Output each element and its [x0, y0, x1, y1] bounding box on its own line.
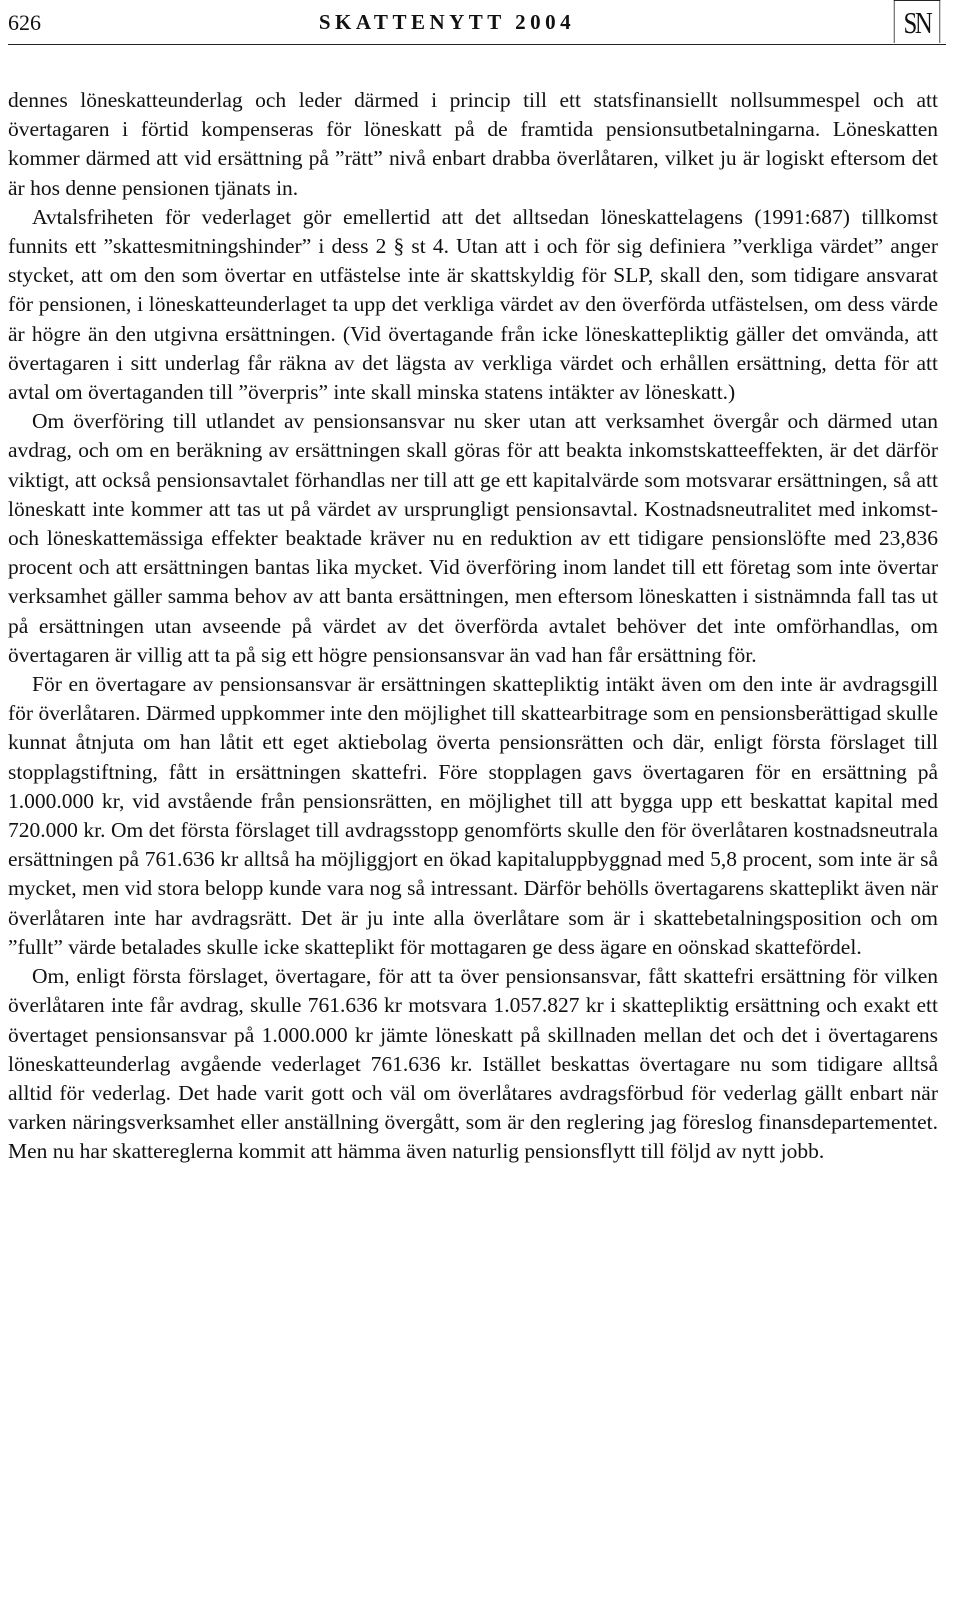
- paragraph-1: dennes löneskatteunderlag och leder därmed i princip till ett statsfinansiellt nollsummespel och att övertagaren i förtid kompenseras för löneskatt på de framtida pensionsutbetalningarna. Löneskatten kommer därmed att vid ersättning på ”rätt” nivå enbart drabba överlåtaren, vilket ju är logiskt eftersom det är hos denne pensionen tjänats in.: [8, 88, 938, 200]
- paragraph-2: Avtalsfriheten för vederlaget gör emellertid att det alltsedan löneskattelagens (1991:687) tillkomst funnits ett ”skattesmitningshinder” i dess 2 § st 4. Utan att i och för sig definiera ”verkliga värdet” anger stycket, att om den som övertar en utfästelse inte är skattskyldig för SLP, skall den, som tidigare ansvarat för pensionen, i löneskatteunderlaget ta upp det verkliga värdet av den överförda utfästelsen, om dess värde är högre än den utgivna ersättningen. (Vid övertagande från icke löneskattepliktig gäller det omvända, att övertagaren i sitt underlag får räkna av det lägsta av verkliga värdet och erhållen ersättning, detta för att avtal om övertaganden till ”överpris” inte skall minska statens intäkter av löneskatt.): [8, 204, 938, 405]
- article-body: [8, 86, 938, 1167]
- page-header: [8, 0, 946, 45]
- paragraph-3: Om överföring till utlandet av pensionsansvar nu sker utan att verksamhet övergår och därmed utan avdrag, och om en beräkning av ersättningen skall göras för att beakta inkomstskatteeffekten, är det därför viktigt, att också pensionsavtalet förhandlas ner till att ge ett kapitalvärde som motsvarar ersättningen, så att löneskatt inte kommer att tas ut på värdet av ursprungligt pensionsavtal. Kostnadsneutralitet med inkomst- och löneskattemässiga effekter beaktade kräver nu en reduktion av ett tidigare pensionslöfte med 23,836 procent och att ersättningen bantas lika mycket. Vid överföring inom landet till ett företag som inte övertar verksamhet gäller samma behov av att banta ersättningen, men eftersom löneskatten i sistnämnda fall tas ut på ersättningen utan avseende på värdet av det överförda avtalet behöver det inte omförhandlas, om övertagaren är villig att ta på sig ett högre pensionsansvar än vad han får ersättning för.: [8, 409, 938, 667]
- paragraph-5: Om, enligt första förslaget, övertagare, för att ta över pensionsansvar, fått skattefri ersättning för vilken överlåtaren inte får avdrag, skulle 761.636 kr motsvara 1.057.827 kr i skattepliktig ersättning och exakt ett övertaget pensionsansvar på 1.000.000 kr jämte löneskatt på skillnaden mellan det och det i övertagarens löneskatteunderlag avgående vederlaget 761.636 kr. Istället beskattas övertagare nu som tidigare alltså alltid för vederlag. Det hade varit gott och väl om överlåtares avdragsförbud för vederlag gällt enbart när varken näringsverksamhet eller anställning övergått, som är den reglering jag föreslog finansdepartementet. Men nu har skattereglerna kommit att hämma även naturlig pensionsflytt till följd av nytt jobb.: [8, 964, 938, 1164]
- journal-logo: SN: [894, 0, 940, 43]
- paragraph-4: För en övertagare av pensionsansvar är ersättningen skattepliktig intäkt även om den inte är avdragsgill för överlåtaren. Därmed uppkommer inte den möjlighet till skattearbitrage som en pensionsberättigad skulle kunnat åtnjuta om han låtit ett eget aktiebolag överta pensionsrätten och där, enligt första förslaget till stopplagstiftning, fått in ersättningen skattefri. Före stopplagen gavs övertagaren för en ersättning på 1.000.000 kr, vid avstående från pensionsrätten, en möjlighet till att bygga upp ett beskattat kapital med 720.000 kr. Om det första förslaget till avdragsstopp genomförts skulle den för överlåtaren kostnadsneutrala ersättningen på 761.636 kr alltså ha möjliggjort en ökad kapitaluppbyggnad med 5,8 procent, som inte är så mycket, men vid stora belopp kunde vara nog så intressant. Därför behölls övertagarens skatteplikt även när överlåtaren inte har avdragsrätt. Det är ju inte alla överlåtare som är i skattebetalningsposition och om ”fullt” värde betalades skulle icke skatteplikt för mottagaren ge dess ägare en oönskad skattefördel.: [8, 672, 938, 959]
- page-number: 626: [8, 10, 41, 35]
- journal-title: SKATTENYTT 2004: [318, 10, 576, 34]
